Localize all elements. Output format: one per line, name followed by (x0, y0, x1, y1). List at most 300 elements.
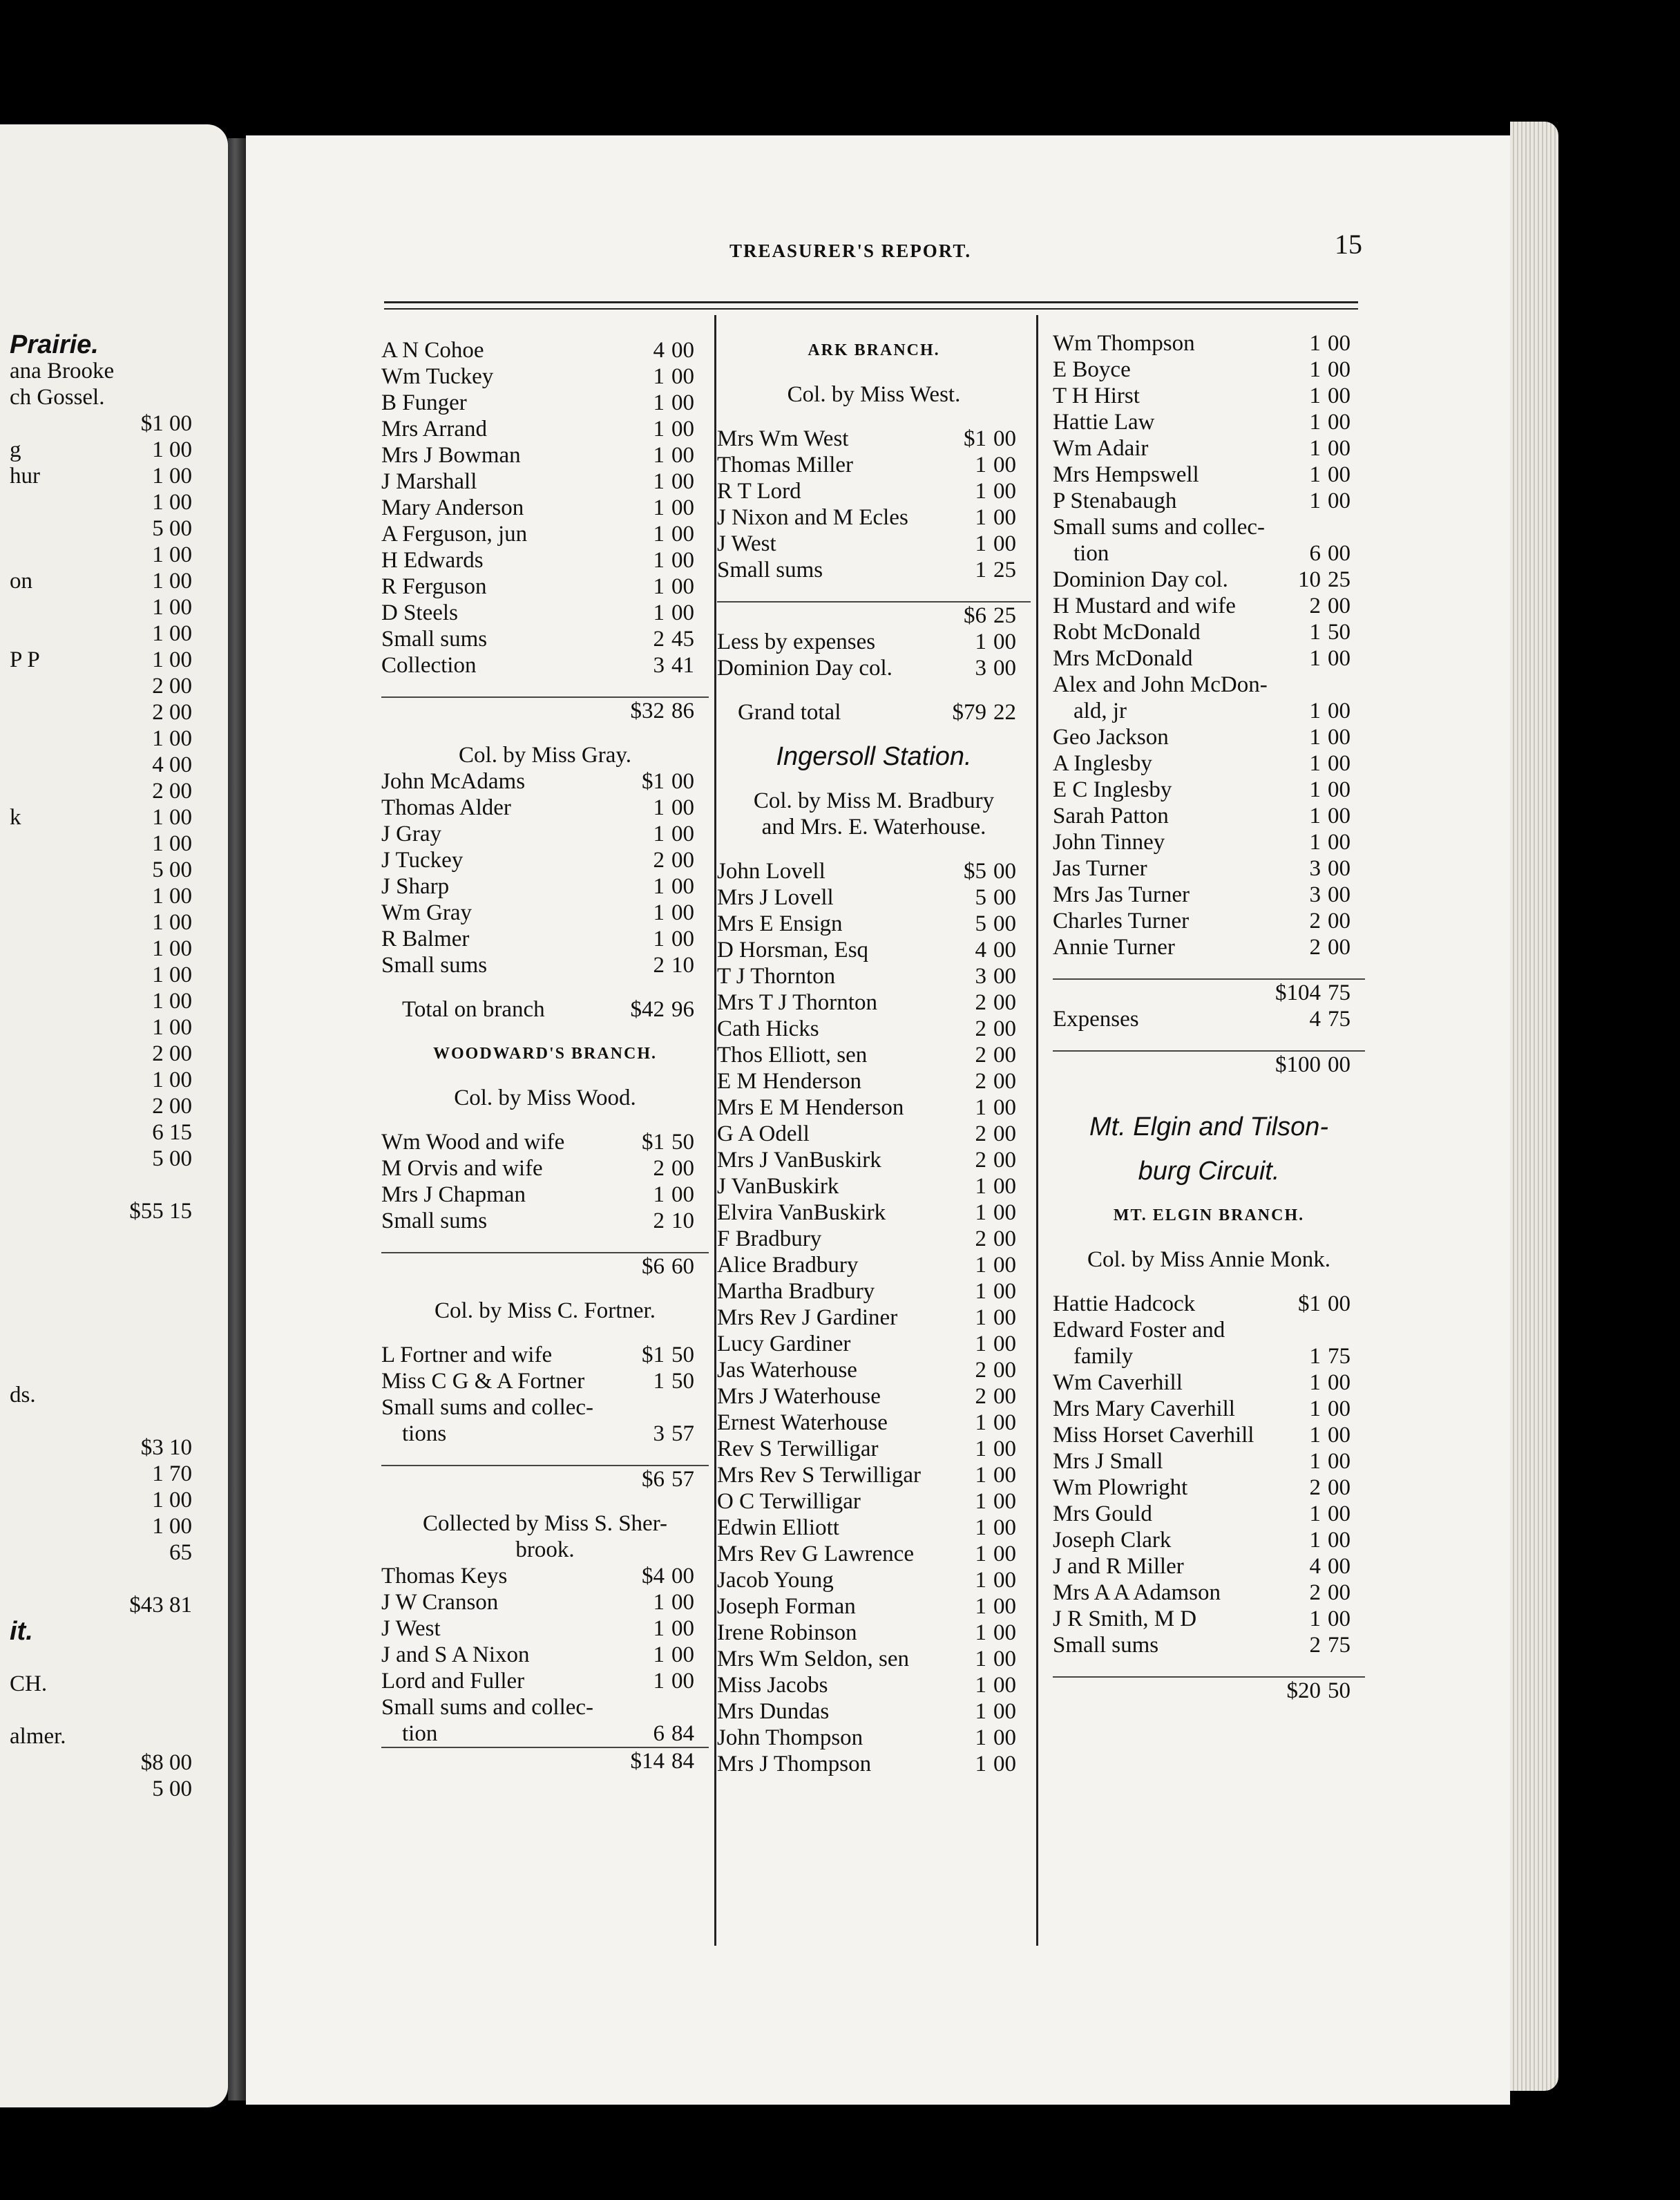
amount-dollars: $6 (964, 603, 986, 628)
entry-name: Dominion Day col. (717, 656, 892, 681)
amount-cents: 00 (1328, 1370, 1350, 1395)
left-ledger-row (0, 1461, 228, 1487)
amount-dollars: 1 (975, 531, 986, 556)
amount-dollars: 1 (975, 1647, 986, 1671)
ledger-row (1053, 567, 1365, 593)
entry-amount: 1 00 (152, 1068, 192, 1092)
amount-dollars: 3 (653, 653, 665, 678)
entry-name: and Mrs. E. Waterhouse. (761, 815, 986, 840)
amount-cents: 00 (993, 629, 1016, 654)
left-ledger-row (0, 936, 228, 962)
left-ledger-row (0, 1513, 228, 1539)
entry-name: tion (402, 1721, 438, 1746)
header-rule-top (384, 301, 1358, 303)
amount-cents: 00 (1328, 804, 1350, 828)
amount-dollars: 2 (975, 1226, 986, 1251)
entry-name: Charles Turner (1053, 909, 1190, 933)
amount-cents: 00 (1328, 1291, 1350, 1316)
ledger-row (717, 478, 1031, 504)
left-ledger-row (0, 1146, 228, 1172)
spacer (1053, 1184, 1365, 1202)
ledger-row (381, 573, 709, 600)
ledger-row (1053, 803, 1365, 829)
entry-name: A N Cohoe (381, 338, 484, 363)
ledger-row (717, 452, 1031, 478)
amount-dollars: 1 (653, 795, 665, 820)
spacer (381, 1447, 709, 1465)
entry-name: Ernest Waterhouse (717, 1410, 888, 1435)
ledger-row (1053, 1580, 1365, 1606)
ledger-row (717, 557, 1031, 583)
amount-cents: 00 (671, 417, 694, 442)
amount-dollars: 4 (1309, 1554, 1321, 1579)
amount-cents: 22 (993, 700, 1016, 725)
left-ledger-row (0, 332, 228, 358)
header-rule-bottom (384, 308, 1358, 310)
amount-dollars: 1 (975, 1253, 986, 1278)
ledger-row (381, 1747, 709, 1774)
entry-name: Thos Elliott, sen (717, 1043, 868, 1068)
amount-dollars: 1 (653, 1642, 665, 1667)
amount-dollars: 1 (1309, 383, 1321, 408)
ledger-row (1053, 777, 1365, 803)
amount-cents: 00 (1328, 830, 1350, 855)
entry-name: E Boyce (1053, 357, 1131, 382)
amount-cents: 25 (993, 558, 1016, 582)
ledger-row (717, 1436, 1031, 1462)
amount-dollars: 2 (1309, 1475, 1321, 1500)
ledger-row (381, 900, 709, 926)
amount-dollars: 2 (975, 1148, 986, 1173)
entry-name: Mrs E M Henderson (717, 1095, 904, 1120)
spacer (1053, 960, 1365, 978)
amount-cents: 00 (671, 495, 694, 520)
amount-dollars: 1 (1309, 1606, 1321, 1631)
amount-cents: 50 (671, 1343, 694, 1367)
ledger-row (381, 1421, 709, 1447)
amount-dollars: 2 (653, 627, 665, 652)
ledger-row (381, 926, 709, 952)
entry-name: Small sums and collec- (381, 1695, 594, 1720)
amount-cents: 00 (993, 1594, 1016, 1619)
entry-name: Expenses (1053, 1007, 1139, 1032)
ledger-row (1053, 1343, 1365, 1369)
section-heading (1053, 1202, 1365, 1229)
entry-name: M Orvis and wife (381, 1156, 543, 1181)
amount-dollars: 1 (1309, 1370, 1321, 1395)
ledger-row (1053, 1676, 1365, 1704)
entry-amount: $8 00 (140, 1750, 192, 1775)
entry-name: E M Henderson (717, 1069, 861, 1094)
entry-name: Mrs Dundas (717, 1699, 830, 1724)
entry-amount: 5 00 (152, 516, 192, 541)
entry-name: Col. by Miss Wood. (454, 1085, 636, 1110)
entry-name: Mrs Wm West (717, 426, 849, 451)
amount-cents: 00 (993, 656, 1016, 681)
ledger-row (381, 547, 709, 573)
entry-name: J West (381, 1616, 441, 1641)
amount-dollars: 1 (975, 1331, 986, 1356)
ledger-row (1053, 435, 1365, 462)
amount-cents: 00 (671, 1182, 694, 1207)
ledger-row (717, 1042, 1031, 1068)
ledger-row (1053, 1317, 1365, 1343)
ledger-row (717, 1462, 1031, 1488)
amount-dollars: 2 (1309, 594, 1321, 618)
ledger-row (717, 601, 1031, 629)
amount-cents: 00 (1328, 1475, 1350, 1500)
ledger-row (717, 911, 1031, 937)
ledger-row (1053, 357, 1365, 383)
ledger-row (381, 600, 709, 626)
entry-name: R Balmer (381, 927, 470, 951)
ledger-row (717, 1199, 1031, 1226)
spacer (381, 978, 709, 996)
spacer (1053, 1140, 1365, 1158)
spacer (1053, 1078, 1365, 1096)
ledger-row (381, 1465, 709, 1492)
entry-name: Small sums (381, 1208, 488, 1233)
amount-dollars: 1 (1309, 620, 1321, 645)
ledger-row (717, 1278, 1031, 1305)
amount-cents: 00 (993, 479, 1016, 504)
entry-name: Mrs J Chapman (381, 1182, 526, 1207)
ledger-row (381, 521, 709, 547)
amount-dollars: 1 (1309, 462, 1321, 487)
ledger-row (381, 1642, 709, 1668)
amount-cents: 00 (1328, 331, 1350, 356)
ledger-row (381, 1537, 709, 1563)
spacer (1053, 1096, 1365, 1114)
entry-name: Mrs J Small (1053, 1449, 1163, 1474)
amount-cents: 00 (1328, 1528, 1350, 1553)
amount-dollars: 1 (975, 1673, 986, 1698)
ledger-row (717, 1147, 1031, 1173)
amount-dollars: 1 (975, 1489, 986, 1514)
section-heading (1053, 1114, 1365, 1140)
amount-dollars: 1 (1309, 1501, 1321, 1526)
amount-dollars: $1 (642, 1343, 665, 1367)
ledger-row (1053, 330, 1365, 357)
entry-name: J Sharp (381, 874, 450, 899)
ledger-row (1053, 978, 1365, 1006)
amount-dollars: 1 (1309, 1449, 1321, 1474)
entry-name: J W Cranson (381, 1590, 499, 1615)
column-divider-1 (714, 315, 716, 1946)
amount-dollars: $6 (642, 1254, 665, 1279)
amount-dollars: 2 (1309, 1633, 1321, 1658)
amount-cents: 00 (993, 1043, 1016, 1068)
amount-dollars: $4 (642, 1564, 665, 1589)
left-ledger-row (0, 437, 228, 463)
ledger-row (717, 1226, 1031, 1252)
entry-name: E C Inglesby (1053, 777, 1172, 802)
entry-name: burg Circuit. (1138, 1157, 1280, 1186)
amount-dollars: 2 (975, 1016, 986, 1041)
ledger-row (717, 1751, 1031, 1777)
amount-cents: 00 (993, 859, 1016, 884)
amount-cents: 00 (1328, 541, 1350, 566)
left-ledger-row (0, 542, 228, 568)
amount-cents: 75 (1328, 1633, 1350, 1658)
amount-dollars: 1 (975, 1436, 986, 1461)
amount-cents: 00 (1328, 1501, 1350, 1526)
ledger-row (1053, 1501, 1365, 1527)
amount-dollars: 1 (653, 1669, 665, 1694)
ledger-row (381, 442, 709, 468)
amount-cents: 60 (671, 1254, 694, 1279)
entry-name: family (1073, 1344, 1134, 1369)
column-divider-2 (1036, 315, 1038, 1946)
entry-name: Wm Plowright (1053, 1475, 1188, 1500)
entry-amount: 1 00 (152, 464, 192, 489)
entry-name: Wm Gray (381, 900, 472, 925)
left-ledger-row (0, 1539, 228, 1566)
ledger-row (381, 1720, 709, 1747)
entry-name: Mrs Hempswell (1053, 462, 1199, 487)
amount-dollars: 2 (653, 848, 665, 873)
amount-dollars: 1 (975, 1752, 986, 1776)
amount-cents: 00 (993, 990, 1016, 1015)
entry-name: Mt. Elgin and Tilson- (1089, 1112, 1329, 1141)
left-ledger-row (0, 1329, 228, 1356)
entry-name: P P (10, 647, 40, 672)
entry-name: Small sums (381, 627, 488, 652)
entry-amount: 1 00 (152, 805, 192, 830)
entry-amount: 1 70 (152, 1461, 192, 1486)
ledger-row (717, 858, 1031, 884)
left-page-rows (0, 332, 228, 1802)
ledger-row (717, 655, 1031, 681)
entry-name: k (10, 805, 21, 830)
ledger-row (717, 1725, 1031, 1751)
spacer (381, 1067, 709, 1085)
entry-name: G A Odell (717, 1121, 810, 1146)
amount-dollars: 1 (1309, 804, 1321, 828)
amount-cents: 00 (993, 1410, 1016, 1435)
amount-cents: 00 (993, 1647, 1016, 1671)
spacer (717, 363, 1031, 381)
entry-name: Mrs McDonald (1053, 646, 1193, 671)
amount-dollars: 2 (653, 1156, 665, 1181)
amount-cents: 00 (671, 795, 694, 820)
entry-name: Mrs Wm Seldon, sen (717, 1647, 910, 1671)
amount-dollars: $1 (642, 769, 665, 794)
amount-dollars: 1 (653, 522, 665, 547)
ledger-row (381, 1298, 709, 1324)
amount-dollars: 10 (1298, 567, 1321, 592)
left-ledger-row (0, 673, 228, 699)
amount-cents: 00 (1328, 1052, 1350, 1077)
amount-cents: 75 (1328, 980, 1350, 1005)
entry-name: H Mustard and wife (1053, 594, 1236, 618)
amount-cents: 45 (671, 627, 694, 652)
amount-dollars: 1 (975, 1620, 986, 1645)
amount-dollars: 1 (1309, 1344, 1321, 1369)
amount-dollars: 1 (975, 1725, 986, 1750)
amount-cents: 00 (993, 1489, 1016, 1514)
amount-cents: 84 (671, 1749, 694, 1774)
amount-cents: 86 (671, 699, 694, 723)
section-heading (717, 743, 1031, 770)
entry-name: Mrs Mary Caverhill (1053, 1396, 1235, 1421)
amount-dollars: 1 (1309, 1423, 1321, 1448)
amount-dollars: 1 (1309, 646, 1321, 671)
ledger-row (381, 1155, 709, 1182)
entry-name: Sarah Patton (1053, 804, 1169, 828)
entry-name: J Gray (381, 822, 442, 846)
left-ledger-row (0, 1566, 228, 1592)
entry-amount: 1 00 (152, 936, 192, 961)
left-ledger-row (0, 752, 228, 778)
ledger-row (1053, 829, 1365, 855)
entry-name: Col. by Miss Gray. (459, 743, 631, 768)
amount-dollars: 3 (1309, 856, 1321, 881)
spacer (381, 1111, 709, 1129)
entry-name: B Funger (381, 390, 467, 415)
entry-name: Annie Turner (1053, 935, 1175, 960)
entry-amount: 1 00 (152, 884, 192, 909)
entry-name: L Fortner and wife (381, 1343, 553, 1367)
amount-cents: 00 (993, 1331, 1016, 1356)
spacer (717, 583, 1031, 601)
ledger-row (717, 1672, 1031, 1698)
amount-dollars: 2 (975, 1043, 986, 1068)
entry-name: ch Gossel. (10, 385, 105, 410)
entry-name: J Nixon and M Ecles (717, 505, 908, 530)
spacer (717, 770, 1031, 788)
ledger-row (717, 1410, 1031, 1436)
ledger-row (1053, 383, 1365, 409)
amount-cents: 00 (993, 1253, 1016, 1278)
left-ledger-row (0, 831, 228, 857)
entry-name: Cath Hicks (717, 1016, 819, 1041)
amount-cents: 00 (671, 927, 694, 951)
ledger-row (717, 1357, 1031, 1383)
amount-dollars: $1 (964, 426, 986, 451)
entry-name: Hattie Hadcock (1053, 1291, 1196, 1316)
entry-name: Thomas Keys (381, 1564, 508, 1589)
left-page-fragment (0, 124, 228, 2107)
entry-name: J VanBuskirk (717, 1174, 839, 1199)
amount-cents: 75 (1328, 1344, 1350, 1369)
entry-name: Mrs J Lovell (717, 885, 834, 910)
amount-cents: 00 (993, 1568, 1016, 1593)
entry-name: Miss Horset Caverhill (1053, 1423, 1254, 1448)
spacer (1053, 1032, 1365, 1050)
left-ledger-row (0, 384, 228, 410)
ledger-row (717, 814, 1031, 840)
entry-amount: 1 00 (152, 910, 192, 935)
spacer (717, 726, 1031, 743)
amount-dollars: $42 (630, 997, 665, 1022)
entry-name: Mrs J VanBuskirk (717, 1148, 881, 1173)
entry-name: J R Smith, M D (1053, 1606, 1197, 1631)
entry-name: Joseph Clark (1053, 1528, 1172, 1553)
amount-cents: 00 (671, 1642, 694, 1667)
ledger-row (717, 963, 1031, 989)
book-gutter (228, 138, 246, 2101)
entry-name: Lord and Fuller (381, 1669, 525, 1694)
entry-amount: 1 00 (152, 1015, 192, 1040)
ledger-row (381, 1129, 709, 1155)
amount-dollars: 4 (653, 338, 665, 363)
amount-dollars: 6 (1309, 541, 1321, 566)
entry-amount: 1 00 (152, 490, 192, 515)
ledger-row (1053, 1369, 1365, 1396)
entry-name: Joseph Forman (717, 1594, 856, 1619)
entry-name: Thomas Alder (381, 795, 511, 820)
left-ledger-row (0, 463, 228, 489)
entry-name: g (10, 437, 21, 462)
entry-amount: $55 15 (129, 1199, 192, 1224)
entry-name: J and R Miller (1053, 1554, 1184, 1579)
amount-cents: 00 (671, 338, 694, 363)
entry-name: J Tuckey (381, 848, 464, 873)
amount-dollars: 1 (975, 558, 986, 582)
amount-cents: 00 (993, 938, 1016, 963)
ledger-row (381, 1563, 709, 1589)
left-ledger-row (0, 1776, 228, 1802)
ledger-row (1053, 882, 1365, 908)
amount-dollars: 1 (653, 927, 665, 951)
amount-cents: 00 (993, 1200, 1016, 1225)
left-ledger-row (0, 883, 228, 909)
ledger-row (1053, 934, 1365, 960)
entry-name: Alice Bradbury (717, 1253, 859, 1278)
ledger-row (1053, 698, 1365, 724)
amount-cents: 50 (1328, 620, 1350, 645)
entry-name: Col. by Miss Annie Monk. (1087, 1247, 1331, 1272)
ledger-row (381, 873, 709, 900)
amount-dollars: $104 (1275, 980, 1321, 1005)
ledger-row (381, 1085, 709, 1111)
spacer (1053, 1658, 1365, 1676)
amount-cents: 10 (671, 1208, 694, 1233)
entry-name: brook. (515, 1537, 575, 1562)
ledger-row (1053, 645, 1365, 672)
amount-cents: 00 (671, 469, 694, 494)
amount-dollars: 1 (975, 1594, 986, 1619)
ledger-row (1053, 1553, 1365, 1580)
entry-name: J West (717, 531, 776, 556)
amount-dollars: 1 (1309, 1396, 1321, 1421)
ledger-row (717, 1121, 1031, 1147)
amount-cents: 00 (1328, 725, 1350, 750)
spacer (1053, 1273, 1365, 1291)
ledger-row (1053, 409, 1365, 435)
left-ledger-row (0, 962, 228, 988)
entry-amount: 1 00 (152, 437, 192, 462)
ledger-row (717, 1567, 1031, 1593)
amount-dollars: 1 (1309, 331, 1321, 356)
entry-name: ARK BRANCH. (808, 341, 940, 359)
entry-name: Wm Caverhill (1053, 1370, 1183, 1395)
left-ledger-row (0, 988, 228, 1014)
ledger-row (717, 1094, 1031, 1121)
amount-dollars: 2 (1309, 1580, 1321, 1605)
entry-name: Irene Robinson (717, 1620, 857, 1645)
entry-amount: 1 00 (152, 621, 192, 646)
entry-amount: $1 00 (140, 411, 192, 436)
entry-name: Col. by Miss C. Fortner. (435, 1298, 656, 1323)
entry-name: Mrs Gould (1053, 1501, 1152, 1526)
amount-cents: 50 (671, 1369, 694, 1394)
ledger-row (381, 742, 709, 768)
left-ledger-row (0, 1198, 228, 1224)
left-ledger-row (0, 1224, 228, 1251)
amount-cents: 00 (1328, 1554, 1350, 1579)
